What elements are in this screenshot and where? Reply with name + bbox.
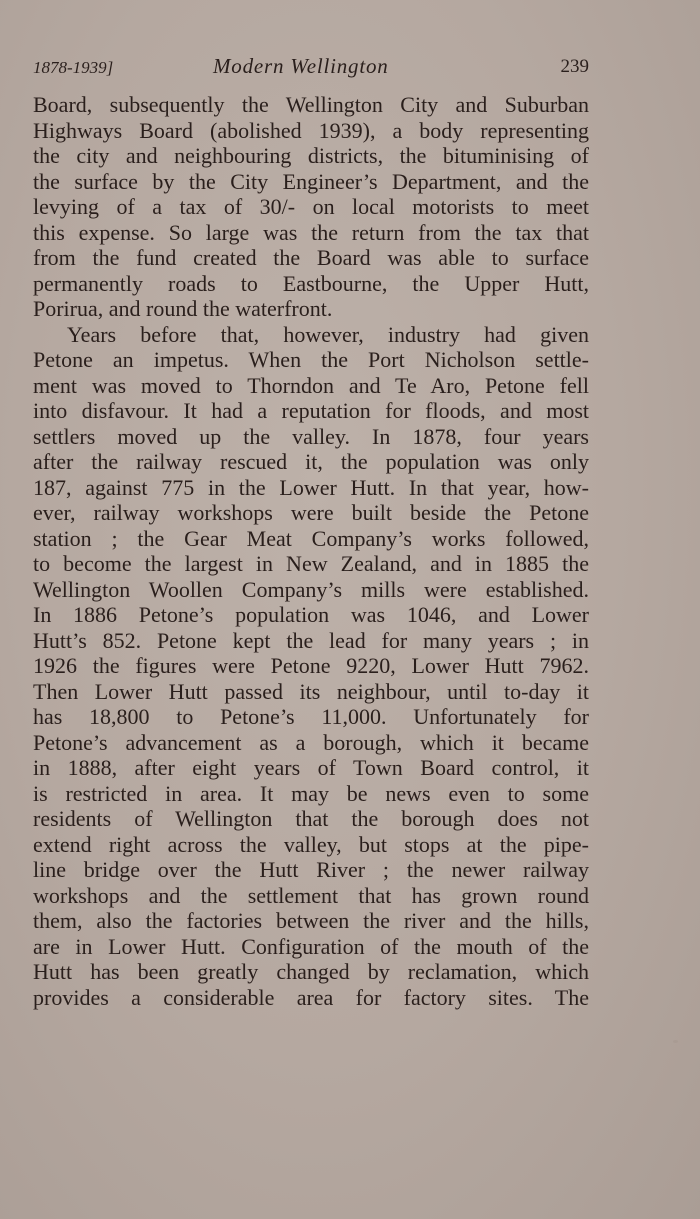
text-line: from the fund created the Board was able to surface	[33, 245, 589, 270]
text-line: after the railway rescued it, the population was only	[33, 449, 589, 474]
text-line: ever, railway workshops were built beside the Petone	[33, 500, 589, 525]
text-line: is restricted in area. It may be news even to some	[33, 780, 589, 806]
text-line: Porirua, and round the waterfront.	[33, 296, 333, 321]
text-line: the surface by the City Engineer’s Department, and the	[33, 168, 589, 194]
header-date-range: 1878-1939]	[33, 58, 114, 77]
body-text	[33, 92, 589, 1010]
text-line: In 1886 Petone’s population was 1046, and Lower	[33, 602, 589, 627]
text-line: them, also the factories between the river and the hills,	[33, 908, 589, 933]
text-line: Petone’s advancement as a borough, which it became	[33, 729, 589, 755]
text-line: Petone an impetus. When the Port Nicholson settle-	[33, 347, 589, 372]
text-line: station ; the Gear Meat Company’s works followed,	[33, 525, 589, 551]
text-line: are in Lower Hutt. Configuration of the mouth of the	[33, 933, 589, 959]
text-line: Board, subsequently the Wellington City and Suburban	[33, 92, 589, 117]
page-number: 239	[560, 56, 589, 77]
text-line: Wellington Woollen Company’s mills were established.	[33, 576, 589, 602]
text-line: Hutt’s 852. Petone kept the lead for many years ; in	[33, 627, 589, 653]
text-line: permanently roads to Eastbourne, the Upper Hutt,	[33, 270, 589, 296]
text-line: into disfavour. It had a reputation for floods, and most	[33, 398, 589, 423]
text-line: Years before that, however, industry had given	[67, 321, 589, 347]
text-line: provides a considerable area for factory sites. The	[33, 984, 589, 1010]
header-title: Modern Wellington	[213, 54, 389, 78]
text-line: this expense. So large was the return from the tax that	[33, 219, 589, 245]
text-line: Highways Board (abolished 1939), a body representing	[33, 117, 589, 143]
paper-speck	[673, 1040, 678, 1043]
text-line: in 1888, after eight years of Town Board control, it	[33, 755, 589, 780]
text-line: to become the largest in New Zealand, and in 1885 the	[33, 551, 589, 576]
text-line: levying of a tax of 30/- on local motorists to meet	[33, 194, 589, 219]
text-line: 1926 the figures were Petone 9220, Lower Hutt 7962.	[33, 653, 589, 678]
text-line: Then Lower Hutt passed its neighbour, until to-day it	[33, 678, 589, 704]
text-line: extend right across the valley, but stops at the pipe-	[33, 831, 589, 857]
text-line: residents of Wellington that the borough does not	[33, 806, 589, 831]
text-line: line bridge over the Hutt River ; the newer railway	[33, 857, 589, 882]
text-line: the city and neighbouring districts, the bituminising of	[33, 143, 589, 168]
text-line: has 18,800 to Petone’s 11,000. Unfortunately for	[33, 704, 589, 729]
text-line: settlers moved up the valley. In 1878, four years	[33, 423, 589, 449]
text-line: ment was moved to Thorndon and Te Aro, Petone fell	[33, 372, 589, 398]
running-header	[33, 54, 589, 82]
text-line: Hutt has been greatly changed by reclamation, which	[33, 959, 589, 984]
text-line: workshops and the settlement that has grown round	[33, 882, 589, 908]
text-line: 187, against 775 in the Lower Hutt. In that year, how-	[33, 474, 589, 500]
